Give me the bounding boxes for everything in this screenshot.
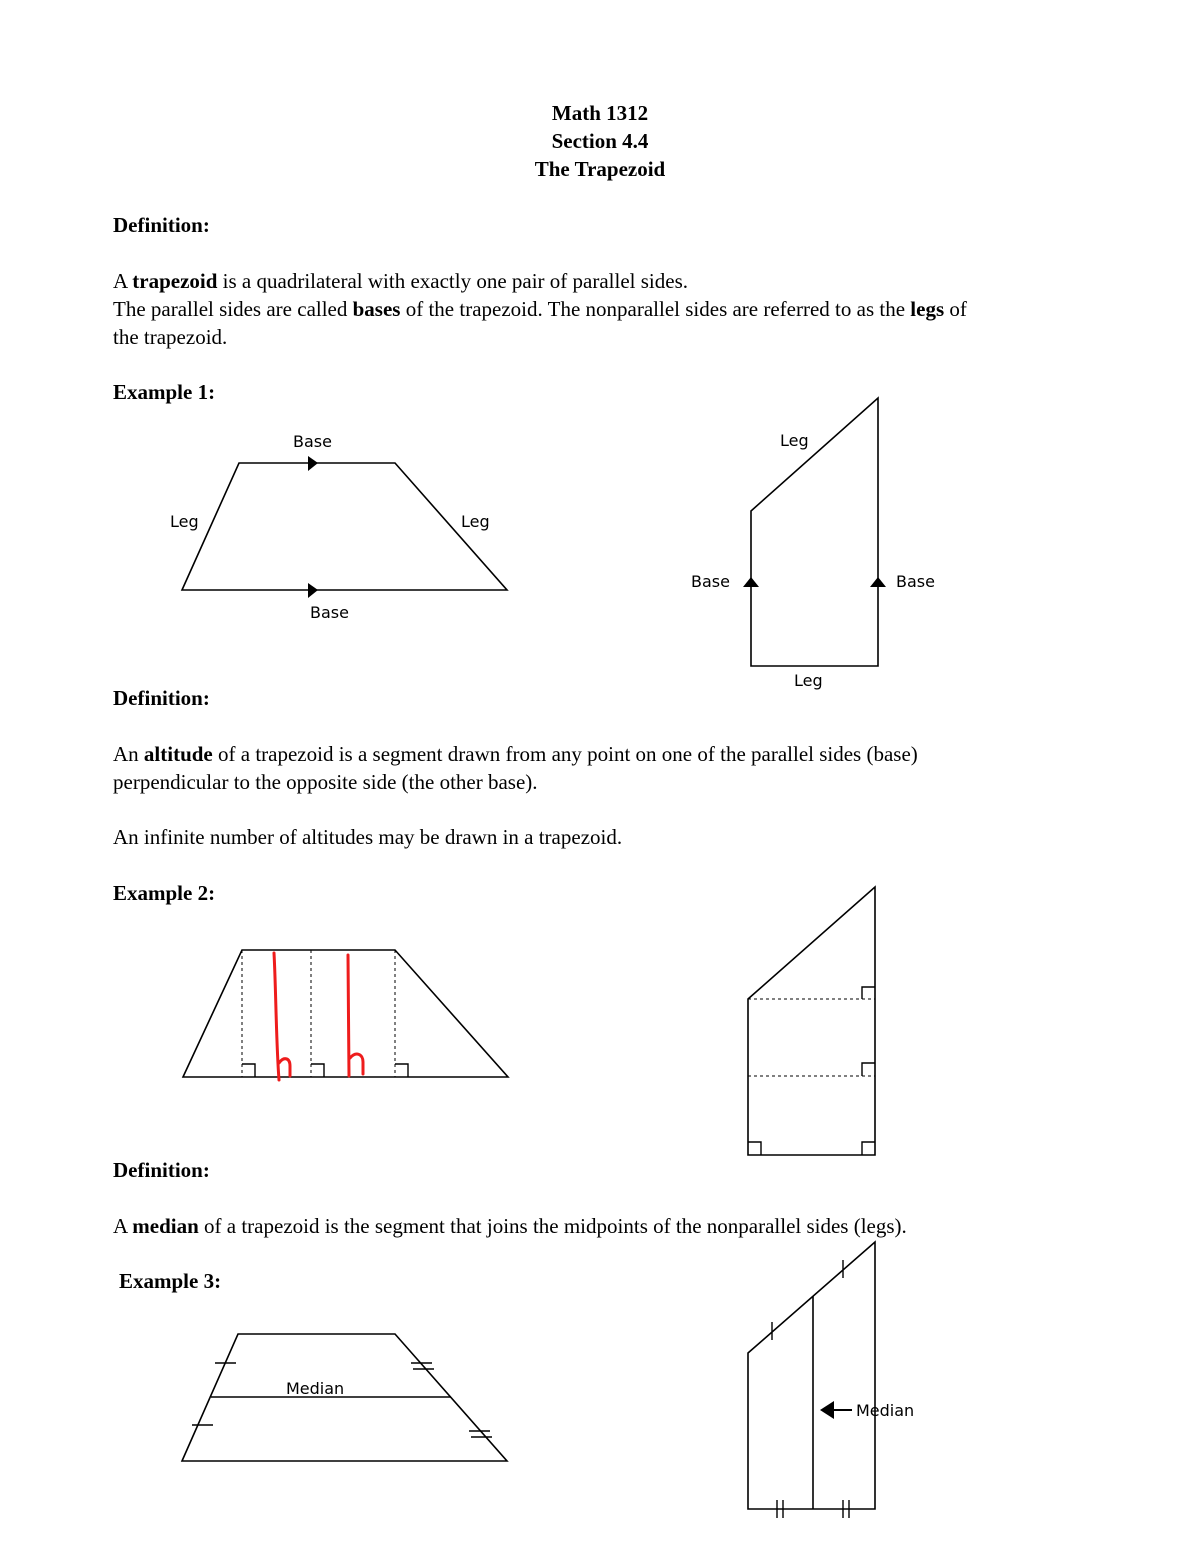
trapezoid-definition-line-3: the trapezoid. bbox=[113, 325, 228, 349]
right-altitude-dashed-lines bbox=[748, 999, 875, 1076]
label-bottom-leg: Leg bbox=[794, 671, 823, 690]
altitude-note: An infinite number of altitudes may be drawn in a trapezoid. bbox=[113, 825, 623, 849]
example-3-trapezoid bbox=[182, 1334, 507, 1461]
example-3-heading: Example 3: bbox=[119, 1269, 222, 1293]
label-median: Median bbox=[286, 1379, 345, 1398]
label-slanted-leg: Leg bbox=[780, 431, 809, 450]
topic-title: The Trapezoid bbox=[534, 157, 666, 181]
label-top-base: Base bbox=[293, 432, 332, 451]
left-base-parallel-arrow-icon bbox=[743, 577, 759, 587]
section-title: Section 4.4 bbox=[551, 129, 649, 153]
label-left-base: Base bbox=[691, 572, 730, 591]
definition-heading-3: Definition: bbox=[113, 1158, 210, 1182]
example-3-right-trapezoid bbox=[748, 1242, 875, 1509]
altitude-definition-line-2: perpendicular to the opposite side (the other base). bbox=[113, 770, 538, 794]
example-2-heading: Example 2: bbox=[113, 881, 216, 905]
trapezoid-definition-line-1: A trapezoid is a quadrilateral with exactly one pair of parallel sides. bbox=[113, 269, 688, 293]
label-right-leg: Leg bbox=[461, 512, 490, 531]
right-angle-marks bbox=[242, 1064, 408, 1077]
example-1-heading: Example 1: bbox=[113, 380, 216, 404]
example-1-right-trapezoid bbox=[751, 398, 878, 666]
right-angle-marks-2 bbox=[748, 987, 875, 1155]
label-right-base: Base bbox=[896, 572, 935, 591]
label-bottom-base: Base bbox=[310, 603, 349, 622]
median-pointer-arrow-icon bbox=[820, 1401, 852, 1419]
handwritten-h-annotations bbox=[274, 953, 363, 1080]
congruence-tick-marks bbox=[192, 1363, 492, 1437]
course-title: Math 1312 bbox=[551, 101, 649, 125]
label-median-right: Median bbox=[856, 1401, 915, 1420]
altitude-definition-line-1: An altitude of a trapezoid is a segment drawn from any point on one of the parallel sides (base) bbox=[113, 742, 918, 766]
top-base-parallel-arrow-icon bbox=[308, 456, 318, 471]
label-left-leg: Leg bbox=[170, 512, 199, 531]
bottom-base-parallel-arrow-icon bbox=[308, 583, 318, 598]
example-1-trapezoid bbox=[182, 463, 507, 590]
median-definition-line-1: A median of a trapezoid is the segment that joins the midpoints of the nonparallel sides (legs). bbox=[113, 1214, 907, 1238]
definition-heading-2: Definition: bbox=[113, 686, 210, 710]
definition-heading-1: Definition: bbox=[113, 213, 210, 237]
trapezoid-definition-line-2: The parallel sides are called bases of the trapezoid. The nonparallel sides are referred to as the legs of bbox=[113, 297, 967, 321]
example-2-right-trapezoid bbox=[748, 887, 875, 1155]
example-2-trapezoid bbox=[183, 950, 508, 1077]
right-base-parallel-arrow-icon bbox=[870, 577, 886, 587]
altitude-dashed-lines bbox=[242, 950, 395, 1077]
